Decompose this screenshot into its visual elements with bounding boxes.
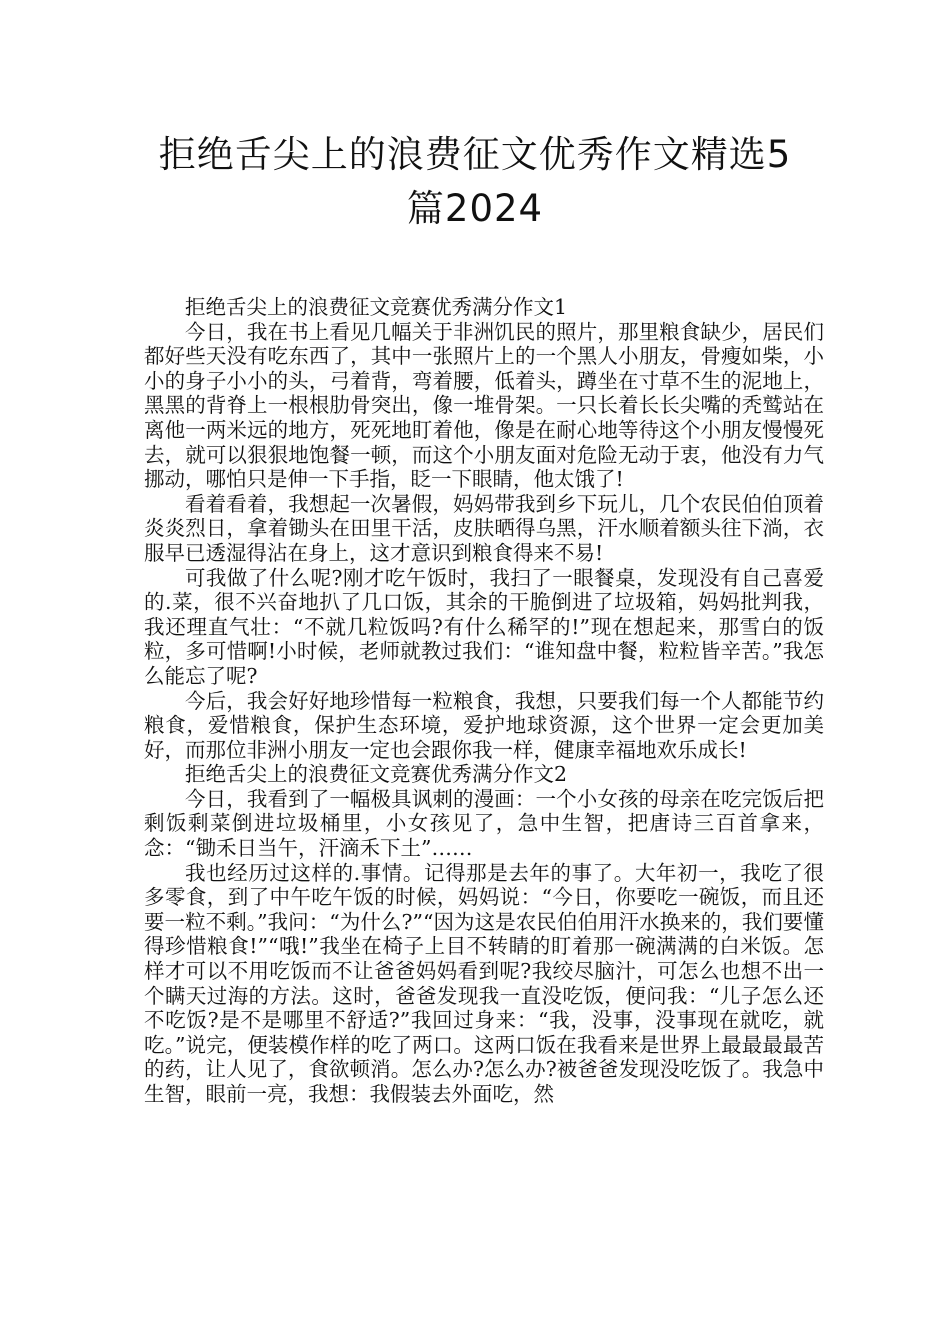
paragraph: 今后，我会好好地珍惜每一粒粮食，我想，只要我们每一个人都能节约粮食，爱惜粮食，保护生态环境，爱护地球资源，这个世界一定会更加美好，而那位非洲小朋友一定也会跟你我一样，健康幸福地欢乐成长! [144, 688, 824, 762]
paragraph: 今日，我在书上看见几幅关于非洲饥民的照片，那里粮食缺少，居民们都好些天没有吃东西了，其中一张照片上的一个黑人小朋友，骨瘦如柴，小小的身子小小的头，弓着背，弯着腰，低着头，蹲坐在寸草不生的泥地上，黑黑的背脊上一根根肋骨突出，像一堆骨架。一只长着长长尖嘴的秃鹫站在离他一两米远的地方，死死地盯着他，像是在耐心地等待这个小朋友慢慢死去，就可以狠狠地饱餐一顿，而这个小朋友面对危险无动于衷，他没有力气挪动，哪怕只是伸一下手指，眨一下眼睛，他太饿了! [144, 319, 824, 492]
paragraph: 今日，我看到了一幅极具讽刺的漫画：一个小女孩的母亲在吃完饭后把剩饭剩菜倒进垃圾桶里，小女孩见了，急中生智，把唐诗三百首拿来，念：“锄禾日当午，汗滴禾下土”…… [144, 786, 824, 861]
title-line-1: 拒绝舌尖上的浪费征文优秀作文精选5 [158, 133, 792, 176]
paragraph: 可我做了什么呢?刚才吃午饭时，我扫了一眼餐桌，发现没有自己喜爱的.菜，很不兴奋地扒了几口饭，其余的干脆倒进了垃圾箱，妈妈批判我，我还理直气壮：“不就几粒饭吗?有什么稀罕的!”现在想起来，那雪白的饭粒，多可惜啊!小时候，老师就教过我们：“谁知盘中餐，粒粒皆辛苦。”我怎么能忘了呢? [144, 565, 824, 688]
document-title [120, 128, 830, 236]
paragraph: 看着看着，我想起一次暑假，妈妈带我到乡下玩儿，几个农民伯伯顶着炎炎烈日，拿着锄头在田里干活，皮肤晒得乌黑，汗水顺着额头往下淌，衣服早已透湿得沾在身上，这才意识到粮食得来不易! [144, 491, 824, 565]
essay-heading-1: 拒绝舌尖上的浪费征文竞赛优秀满分作文1 [185, 295, 568, 319]
essay-heading-2: 拒绝舌尖上的浪费征文竞赛优秀满分作文2 [185, 762, 568, 787]
title-line-2: 篇2024 [406, 187, 544, 230]
paragraph: 我也经历过这样的.事情。记得那是去年的事了。大年初一，我吃了很多零食，到了中午吃午饭的时候，妈妈说：“今日，你要吃一碗饭，而且还要一粒不剩。”我问：“为什么?”“因为这是农民伯伯用汗水换来的，我们要懂得珍惜粮食!”“哦!”我坐在椅子上目不转睛的盯着那一碗满满的白米饭。怎样才可以不用吃饭而不让爸爸妈妈看到呢?我绞尽脑汁，可怎么也想不出一个瞒天过海的方法。这时，爸爸发现我一直没吃饭，便问我：“儿子怎么还不吃饭?是不是哪里不舒适?”我回过身来：“我，没事，没事现在就吃，就吃。”说完，便装模作样的吃了两口。这两口饭在我看来是世界上最最最最苦的药，让人见了，食欲顿消。怎么办?怎么办?被爸爸发现没吃饭了。我急中生智，眼前一亮，我想：我假装去外面吃，然 [144, 860, 824, 1106]
document-body [144, 295, 824, 1107]
